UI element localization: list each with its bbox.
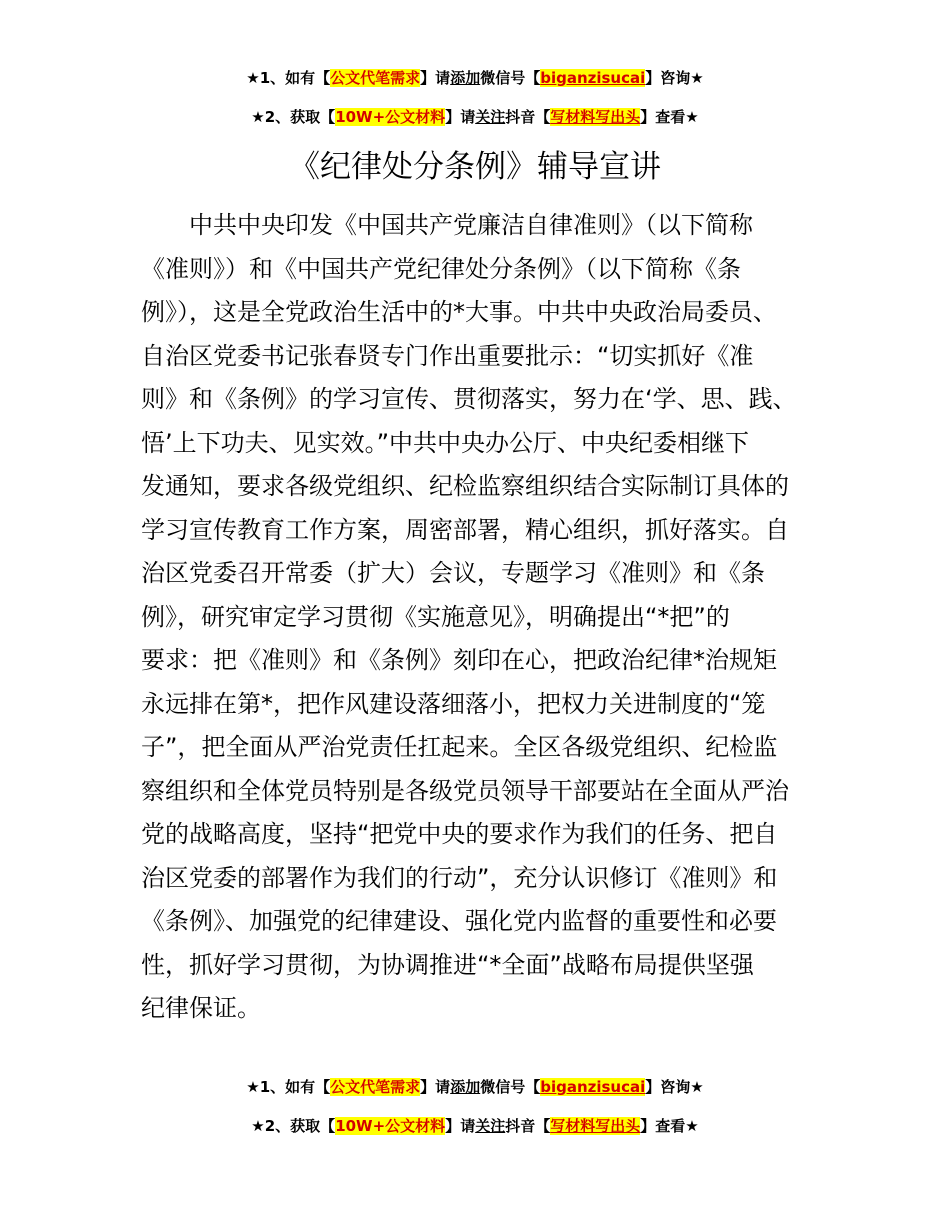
header-promo-line-2 [0, 107, 950, 127]
header-promo-line-1 [0, 68, 950, 88]
promo-text: 抖音【 [505, 1117, 551, 1135]
paragraph-line: 例》），这是全党政治生活中的*大事。中共中央政治局委员、 [141, 298, 777, 326]
document-paragraph [141, 204, 831, 1031]
promo-text: 】查看★ [640, 1117, 699, 1135]
wechat-id-highlight: biganzisucai [540, 69, 646, 87]
paragraph-line: 性，抓好学习贯彻，为协调推进“*全面”战略布局提供坚强 [141, 950, 754, 979]
promo-highlight: 10W+公文材料 [335, 108, 446, 126]
footer-promo-line-1 [0, 1077, 950, 1097]
paragraph-line: 发通知，要求各级党组织、纪检监察组织结合实际制订具体的 [141, 472, 789, 500]
promo-text: ★1、如有【 [246, 1078, 331, 1096]
document-title: 《纪律处分条例》辅导宣讲 [289, 149, 661, 185]
douyin-id-highlight: 写材料写出头 [550, 1117, 641, 1135]
promo-text: 微信号【 [480, 69, 541, 87]
promo-text: ★2、获取【 [251, 1117, 336, 1135]
footer-promo-line-2 [0, 1116, 950, 1136]
douyin-id-highlight: 写材料写出头 [550, 108, 641, 126]
promo-text: 】咨询★ [645, 1078, 704, 1096]
paragraph-line: 察组织和全体党员特别是各级党员领导干部要站在全面从严治 [141, 776, 789, 805]
promo-text: 】请 [420, 69, 451, 87]
promo-text: 】请 [445, 1117, 476, 1135]
promo-text: 】咨询★ [645, 69, 704, 87]
promo-underlined: 关注 [475, 1117, 506, 1135]
promo-highlight: 公文代笔需求 [330, 69, 421, 87]
promo-text: 】请 [445, 108, 476, 126]
promo-text: ★1、如有【 [246, 69, 331, 87]
paragraph-line: 自治区党委书记张春贤专门作出重要批示：“切实抓好《准 [141, 341, 754, 370]
paragraph-line: 要求：把《准则》和《条例》刻印在心，把政治纪律*治规矩 [141, 646, 777, 674]
promo-text: 】请 [420, 1078, 451, 1096]
paragraph-line: 《准则》）和《中国共产党纪律处分条例》（以下简称《条 [141, 254, 741, 283]
paragraph-line: 例》，研究审定学习贯彻《实施意见》，明确提出“*把”的 [141, 602, 730, 631]
wechat-id-highlight: biganzisucai [540, 1078, 646, 1096]
paragraph-line: 党的战略高度，坚持“把党中央的要求作为我们的任务、把自 [141, 820, 778, 848]
paragraph-line: 学习宣传教育工作方案，周密部署，精心组织，抓好落实。自 [141, 515, 789, 544]
paragraph-line: 纪律保证。 [141, 994, 261, 1022]
paragraph-line: 《条例》、加强党的纪律建设、强化党内监督的重要性和必要 [141, 907, 777, 935]
paragraph-line: 则》和《条例》的学习宣传、贯彻落实，努力在‘学、思、践、 [141, 385, 797, 413]
promo-underlined: 添加 [450, 69, 481, 87]
paragraph-line: 治区党委召开常委（扩大）会议，专题学习《准则》和《条 [141, 559, 765, 587]
promo-text: 微信号【 [480, 1078, 541, 1096]
promo-text: ★2、获取【 [251, 108, 336, 126]
promo-text: 抖音【 [505, 108, 551, 126]
paragraph-line: 子”，把全面从严治党责任扛起来。全区各级党组织、纪检监 [141, 733, 778, 761]
promo-text: 】查看★ [640, 108, 699, 126]
promo-underlined: 关注 [475, 108, 506, 126]
paragraph-line: 中共中央印发《中国共产党廉洁自律准则》（以下简称 [141, 211, 753, 239]
paragraph-line: 永远排在第*，把作风建设落细落小，把权力关进制度的“笼 [141, 689, 766, 718]
promo-underlined: 添加 [450, 1078, 481, 1096]
promo-highlight: 公文代笔需求 [330, 1078, 421, 1096]
promo-highlight: 10W+公文材料 [335, 1117, 446, 1135]
paragraph-line: 悟’上下功夫、见实效。”中共中央办公厅、中央纪委相继下 [141, 428, 750, 457]
paragraph-line: 治区党委的部署作为我们的行动”，充分认识修订《准则》和 [141, 863, 778, 892]
